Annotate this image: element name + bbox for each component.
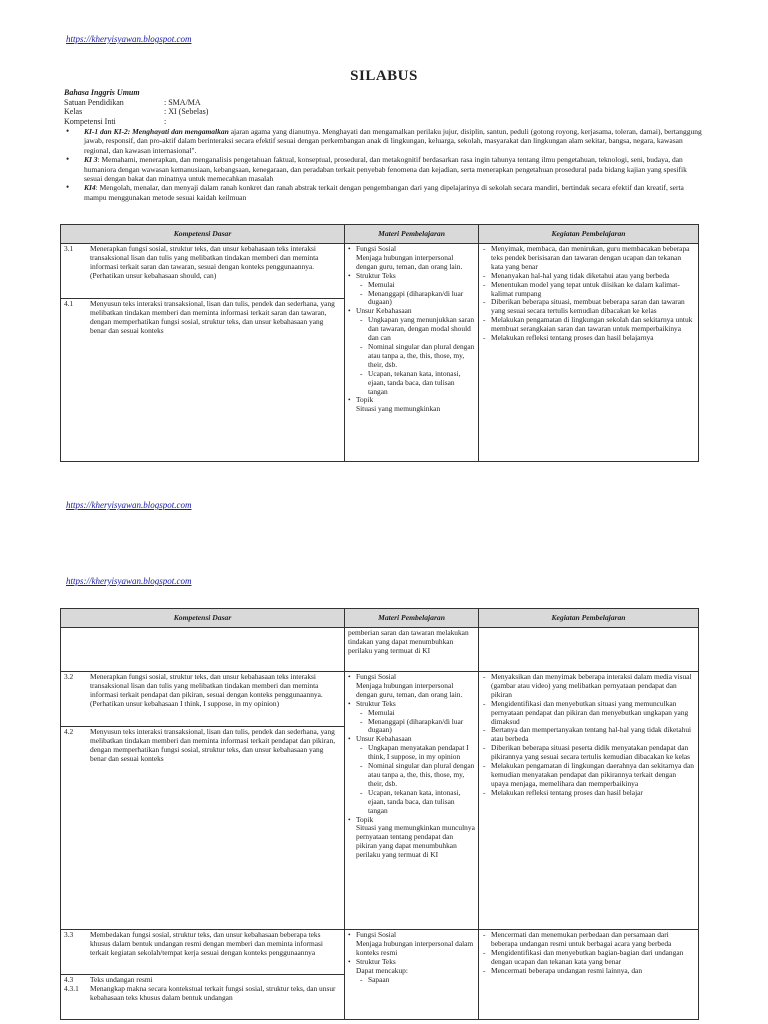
core-competencies (64, 127, 704, 202)
kd-cell-2 (61, 672, 345, 930)
kd-3-1-number: 3.1 (64, 244, 74, 253)
materi-unsur: • Unsur Kebahasaan - Ungkapan yang menunjukkan saran dan tawaran, dengan modal should dan can - Nominal singular dan plural dengan atau tanpa a, the, this, those, my, their, dsb. - Ucapan, tekanan kata, intonasi, ejaan, tanda baca, dan tulisan tangan (356, 307, 475, 396)
kegiatan-cell-2: - Menyaksikan dan menyimak beberapa interaksi dalam media visual (gambar atau video) yang melibatkan pernyataan pendapat dan pikiran - Mengidentifikasi dan menyebutkan situasi yang memunculkan pernyataan pendapat dan pikiran dan menyebutkan ungkapan yang dimaksud - Bertanya dan mempertanyakan tentang hal-hal yang tidak diketahui atau berbeda - Diberikan beberapa situasi peserta didik menyatakan pendapat dan pikirannya yang sesuai secara tertulis kemudian dibacakan ke kelas - Melakukan pengamatan di lingkungan daerahnya dan sekitarnya dan kemudian menyatakan pendapat dan pikirannya terkait dengan upaya menjaga, memelihara dan memperbaikinya - Melakukan refleksi tentang proses dan hasil belajar (479, 672, 699, 930)
materi-cell-3 (345, 930, 479, 1020)
kd-4-1-number: 4.1 (64, 299, 74, 308)
materi-cell-2 (345, 672, 479, 930)
kd-4-2-text: Menyusun teks interaksi transaksional, lisan dan tulis, pendek dan sederhana, yang melibatkan tindakan memberi dan meminta informasi terkait pendapat dan pikiran, dengan memperhatikan fungsi sosial, struktur teks, dan unsur kebahasaan yang benar dan sesuai konteks (90, 727, 336, 763)
school-label: Satuan Pendidikan (64, 97, 124, 107)
class-label: Kelas (64, 107, 83, 117)
ki-label: Kompetensi Inti (64, 116, 116, 126)
page-title: SILABUS (350, 68, 418, 84)
kd-4-3-1-text: Menangkap makna secara kontekstual terkait fungsi sosial, struktur teks, dan unsur kebahasaan teks khusus dalam bentuk undangan (90, 983, 336, 1002)
materi-topik-2: • Topik Situasi yang memungkinkan munculnya pernyataan tentang pendapat dan pikiran yang dapat menumbuhkan perilaku yang termuat di KI (356, 816, 475, 861)
materi-struktur-3: • Struktur Teks Dapat mencakup: - Sapaan (356, 958, 475, 985)
materi-cell (345, 244, 479, 462)
ki-3-head: KI 3 (84, 155, 98, 165)
kd-cell (61, 244, 345, 462)
subject-name: Bahasa Inggris Umum (64, 88, 140, 97)
kd-cell-3 (61, 930, 345, 1020)
header-kegiatan-2: Kegiatan Pembelajaran (479, 609, 699, 628)
materi-fungsi-3: • Fungsi Sosial Menjaga hubungan interpersonal dalam konteks resmi (356, 931, 475, 958)
header-materi-2: Materi Pembelajaran (345, 609, 479, 628)
materi-fungsi: • Fungsi Sosial Menjaga hubungan interpersonal dengan guru, teman, dan orang lain. (356, 245, 475, 272)
materi-topik: • Topik Situasi yang memungkinkan (356, 396, 475, 414)
header-kompetensi-dasar-2: Kompetensi Dasar (61, 609, 345, 628)
syllabus-table-2 (60, 608, 699, 1020)
document-page-2 (0, 560, 768, 1024)
kd-4-3-number: 4.3 (64, 975, 74, 984)
blog-link-page-2[interactable]: https://kheryisyawan.blogspot.com (66, 576, 192, 586)
blog-link-bottom[interactable]: https://kheryisyawan.blogspot.com (66, 500, 192, 510)
syllabus-table-1 (60, 224, 699, 462)
materi-fungsi-2: • Fungsi Sosial Menjaga hubungan interpersonal dengan guru, teman, dan orang lain. (356, 673, 475, 700)
ki-1-2-head: KI-1 dan KI-2: Menghayati dan mengamalkan (84, 127, 229, 136)
header-kegiatan: Kegiatan Pembelajaran (479, 225, 699, 244)
ki-3-text: : Memahami, menerapkan, dan menganalisis pengetahuan faktual, konseptual, prosedural, dan metakognitif berdasarkan rasa ingin tahunya tentang ilmu pengetahuan, teknologi, seni, budaya, dan humaniora dengan wawasan kemanusiaan, kebangsaan, kenegaraan, dan peradaban terkait penyebab fenomena dan kejadian, serta menerapkan pengetahuan prosedural pada bidang kajian yang spesifik sesuai dengan bakat dan minatnya untuk memecahkan masalah (84, 155, 687, 184)
ki-value: : (164, 116, 167, 126)
syllabus-meta (64, 88, 208, 126)
kd-4-1-text: Menyusun teks interaksi transaksional, lisan dan tulis, pendek dan sederhana, yang melibatkan tindakan memberi dan meminta informasi terkait saran dan tawaran, dengan memperhatikan fungsi sosial, struktur teks, dan unsur kebahasaan yang benar dan sesuai konteks (90, 299, 335, 335)
ki-1-2-text: ajaran agama yang dianutnya. Menghayati dan mengamalkan perilaku jujur, disiplin, santun, peduli (gotong royong, kerjasama, toleran, damai), bertanggung jawab, responsif, dan pro-aktif dalam berinteraksi secara efektif sesuai dengan perkembangan anak di lingkungan, keluarga, sekolah, masyarakat dan lingkungan alam sekitar, bangsa, negara, kawasan regional, dan kawasan internasional". (84, 127, 702, 155)
kd-3-1-text: Menerapkan fungsi sosial, struktur teks, dan unsur kebahasaan teks interaksi transaksional lisan dan tulis yang melibatkan tindakan memberi dan meminta informasi terkait saran dan tawaran, sesuai dengan konteks penggunaannya. (Perhatikan unsur kebahasaan should, can) (90, 244, 319, 280)
ki-1-2 (64, 127, 704, 155)
ki-4 (64, 183, 704, 202)
class-value: : XI (Sebelas) (164, 107, 209, 117)
kegiatan-cell-cont (479, 628, 699, 672)
materi-struktur: • Struktur Teks - Memulai - Menanggapi (diharapkan/di luar dugaan) (356, 272, 475, 308)
ki-4-head: KI4 (84, 183, 96, 193)
header-kompetensi-dasar: Kompetensi Dasar (61, 225, 345, 244)
kd-3-2-text: Menerapkan fungsi sosial, struktur teks, dan unsur kebahasaan teks interaksi transaksional lisan dan tulis yang melibatkan tindakan memberi dan meminta informasi terkait pendapat dan pikiran, sesuai dengan konteks penggunaannya. (Perhatikan unsur kebahasaan I think, I suppose, in my opinion) (90, 672, 323, 708)
kd-cell-cont (61, 628, 345, 672)
kegiatan-cell-3: - Mencermati dan menemukan perbedaan dan persamaan dari beberapa undangan resmi untuk berbagai acara yang berbeda - Mengidentifikasi dan menyebutkan bagian-bagian dari undangan dengan ucapan dan tekanan kata yang benar - Mencermati beberapa undangan resmi lainnya, dan (479, 930, 699, 1020)
ki-4-text: : Mengolah, menalar, dan menyaji dalam ranah konkret dan ranah abstrak terkait dengan pengembangan dari yang dipelajarinya di sekolah secara mandiri, bertindak secara efektif dan kreatif, serta mampu menggunakan metode sesuai kaidah keilmuan (84, 183, 684, 202)
kd-3-2-number: 3.2 (64, 672, 74, 681)
ki-3 (64, 155, 704, 183)
materi-cell-cont: pemberian saran dan tawaran melakukan tindakan yang dapat menumbuhkan perilaku yang termuat di KI (345, 628, 479, 672)
materi-struktur-2: • Struktur Teks - Memulai - Menanggapi (diharapkan/di luar dugaan) (356, 700, 475, 736)
header-materi: Materi Pembelajaran (345, 225, 479, 244)
kegiatan-cell: - Menyimak, membaca, dan menirukan, guru membacakan beberapa teks pendek berisisaran dan tawaran dengan ucapan dan tekanan kata yang benar - Menanyakan hal-hal yang tidak diketahui atau yang berbeda - Menentukan model yang tepat untuk diisikan ke dalam kalimat-kalimat rumpang - Diberikan beberapa situasi, membuat beberapa saran dan tawaran yang sesuai secara tertulis kemudian dibacakan ke kelas - Melakukan pengamatan di lingkungan sekolah dan sekitarnya untuk membuat serangkaian saran dan tawaran untuk memperbaikinya - Melakukan refleksi tentang proses dan hasil belajarnya (479, 244, 699, 462)
school-value: : SMA/MA (164, 97, 201, 107)
blog-link-top[interactable]: https://kheryisyawan.blogspot.com (66, 34, 192, 44)
kd-3-3-text: Membedakan fungsi sosial, struktur teks, dan unsur kebahasaan beberapa teks khusus dalam bentuk undangan resmi dengan memberi dan meminta informasi terkait kegiatan sekolah/tempat kerja sesuai dengan konteks penggunaannya (90, 930, 323, 957)
kd-4-2-number: 4.2 (64, 727, 74, 736)
materi-unsur-2: • Unsur Kebahasaan - Ungkapan menyatakan pendapat I think, I suppose, in my opinion - Nominal singular dan plural dengan atau tanpa a, the, this, those, my, their, dsb. - Ucapan, tekanan kata, intonasi, ejaan, tanda baca, dan tulisan tangan (356, 735, 475, 815)
kd-3-3-number: 3.3 (64, 930, 74, 939)
kd-4-3-1-number: 4.3.1 (64, 983, 79, 993)
kd-4-3-text: Teks undangan resmi (90, 975, 153, 984)
